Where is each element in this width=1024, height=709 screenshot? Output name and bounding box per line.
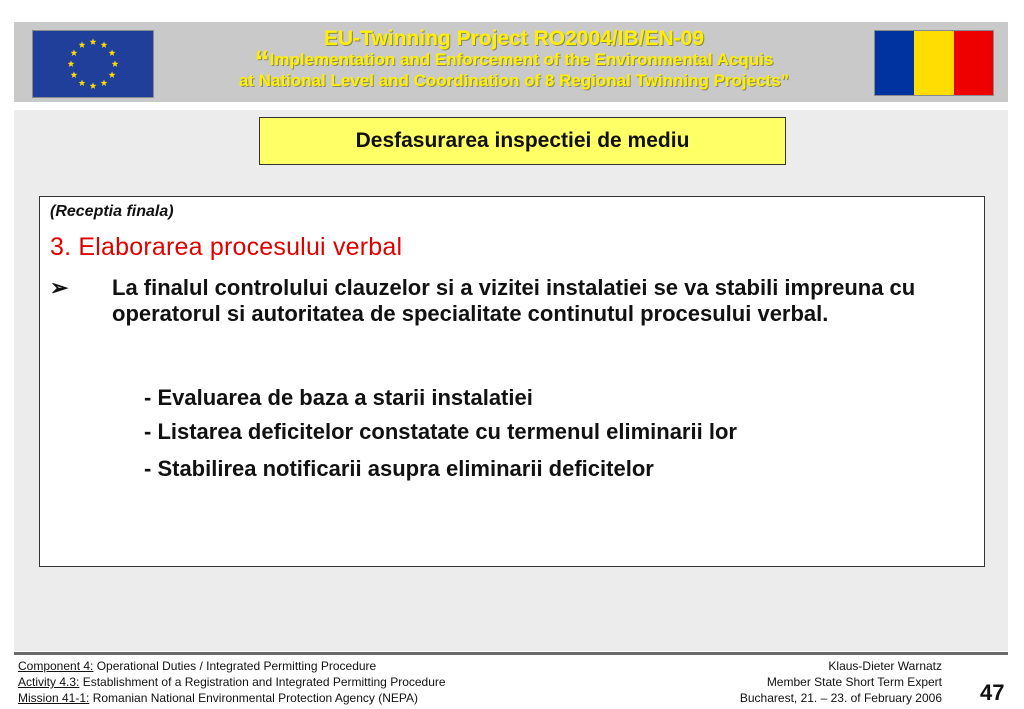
flag-stripe-yellow <box>914 31 953 95</box>
sub-item-notification: - Stabilirea notificarii asupra eliminarii deficitelor <box>144 456 654 481</box>
footer-project-info <box>18 658 446 706</box>
header-open-quote: “ <box>254 45 270 78</box>
header-coordination-line: at National Level and Coordination of 8 Regional Twinning Projects” <box>238 71 790 90</box>
eu-star-icon <box>101 41 108 48</box>
footer-component-label: Component 4: <box>18 659 94 673</box>
eu-star-icon <box>68 60 75 67</box>
eu-star-icon <box>112 60 119 67</box>
eu-star-icon <box>71 71 78 78</box>
header-band <box>14 22 1008 102</box>
header-subtitle-text: Implementation and Enforcement of the Environmental Acquis <box>269 50 774 69</box>
footer-activity-text: Establishment of a Registration and Integrated Permitting Procedure <box>79 675 446 689</box>
page-number: 47 <box>980 680 1005 705</box>
sub-item-deficits: - Listarea deficitelor constatate cu termenul eliminarii lor <box>144 419 737 444</box>
section-heading: 3. Elaborarea procesului verbal <box>50 233 403 261</box>
bullet-text: La finalul controlului clauzelor si a vizitei instalatiei se va stabili impreuna cu operatorul si autoritatea de specialitate continutul procesului verbal. <box>112 275 916 326</box>
footer-event-date: Bucharest, 21. – 23. of February 2006 <box>739 691 942 705</box>
flag-stripe-red <box>954 31 993 95</box>
footer-author-role: Member State Short Term Expert <box>766 675 942 689</box>
eu-flag-icon <box>32 30 154 98</box>
footer-mission-line <box>18 690 446 706</box>
header-subtitle-line <box>164 45 864 78</box>
romania-flag-icon <box>874 30 994 96</box>
footer-component-text: Operational Duties / Integrated Permitting Procedure <box>93 659 377 673</box>
footer-mission-text: Romanian National Environmental Protection Agency (NEPA) <box>89 691 418 705</box>
eu-star-icon <box>101 79 108 86</box>
slide-subtitle: (Receptia finala) <box>50 203 174 220</box>
eu-star-icon <box>109 49 116 56</box>
footer-activity-label: Activity 4.3: <box>18 675 80 689</box>
slide-title: Desfasurarea inspectiei de mediu <box>259 117 786 165</box>
eu-star-icon <box>90 82 97 89</box>
sub-item-evaluation: - Evaluarea de baza a starii instalatiei <box>144 385 533 410</box>
arrow-bullet-icon: ➢ <box>50 275 69 300</box>
eu-star-icon <box>79 79 86 86</box>
eu-star-icon <box>90 38 97 45</box>
footer-author-name: Klaus-Dieter Warnatz <box>828 659 942 673</box>
eu-star-icon <box>109 71 116 78</box>
footer-author-info <box>740 658 942 706</box>
flag-stripe-blue <box>875 31 914 95</box>
header-title <box>164 28 864 90</box>
header-project-line: EU-Twinning Project RO2004/IB/EN-09 <box>323 27 705 50</box>
footer-activity-line <box>18 674 446 690</box>
footer-mission-label: Mission 41-1: <box>18 691 90 705</box>
content-box <box>39 196 985 567</box>
footer-divider <box>14 652 1008 655</box>
eu-star-icon <box>71 49 78 56</box>
eu-star-icon <box>79 41 86 48</box>
footer-component-line <box>18 658 446 674</box>
